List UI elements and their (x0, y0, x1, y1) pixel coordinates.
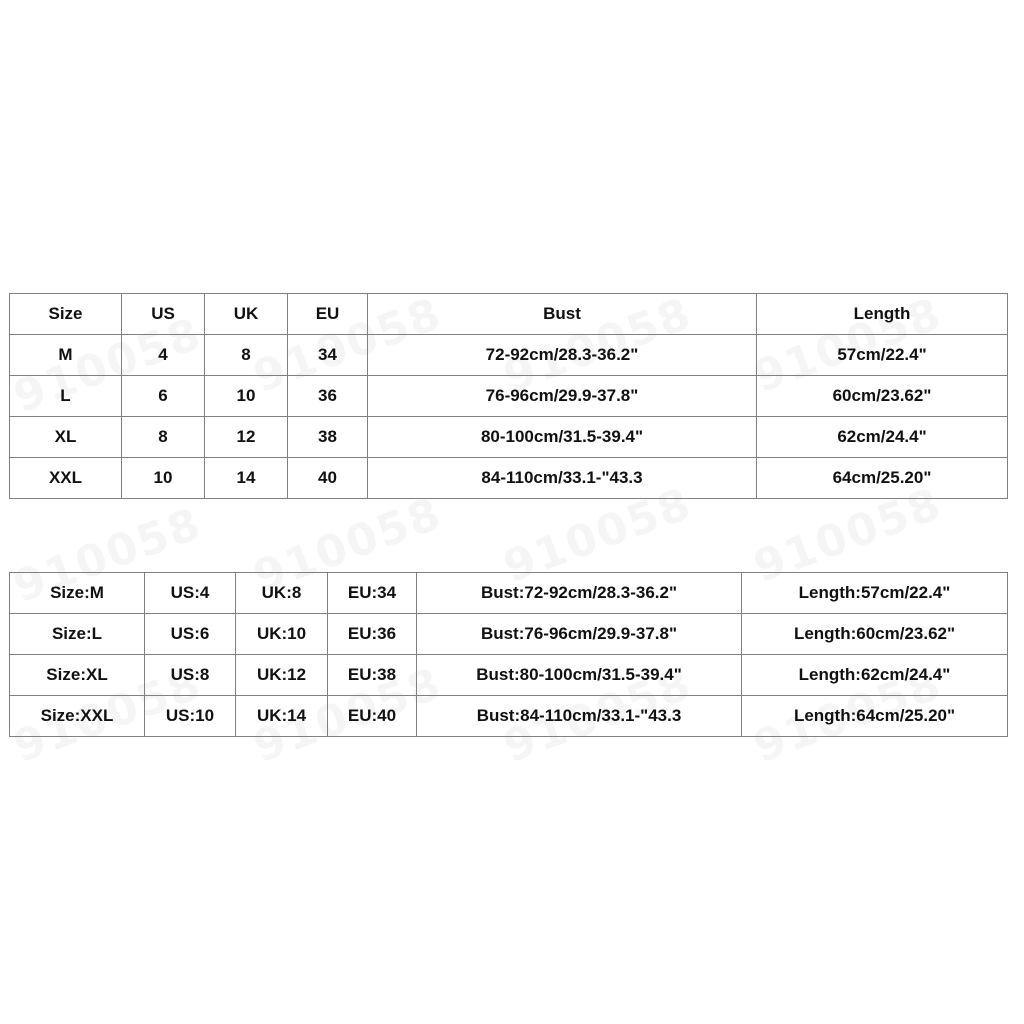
table-row (10, 655, 1008, 696)
table-cell: 84-110cm/33.1-"43.3 (368, 458, 757, 499)
table-cell: 6 (122, 376, 205, 417)
header-cell: EU (288, 294, 368, 335)
size-chart-labeled-table (9, 572, 1008, 737)
table-cell: UK:10 (236, 614, 328, 655)
table-cell: XL (10, 417, 122, 458)
table-cell: EU:34 (328, 573, 417, 614)
table-header-row (10, 294, 1008, 335)
table-cell: 64cm/25.20" (757, 458, 1008, 499)
table-cell: Length:57cm/22.4" (742, 573, 1008, 614)
header-cell: US (122, 294, 205, 335)
table-row (10, 335, 1008, 376)
table-row (10, 417, 1008, 458)
table-cell: 76-96cm/29.9-37.8" (368, 376, 757, 417)
table-cell: Size:L (10, 614, 145, 655)
table-cell: Bust:76-96cm/29.9-37.8" (417, 614, 742, 655)
table-cell: US:10 (145, 696, 236, 737)
table-cell: Size:XL (10, 655, 145, 696)
header-cell: Size (10, 294, 122, 335)
table-cell: 4 (122, 335, 205, 376)
table-cell: 80-100cm/31.5-39.4" (368, 417, 757, 458)
table-cell: Length:60cm/23.62" (742, 614, 1008, 655)
table-cell: 12 (205, 417, 288, 458)
table-cell: 60cm/23.62" (757, 376, 1008, 417)
table-cell: 10 (122, 458, 205, 499)
header-cell: Bust (368, 294, 757, 335)
table-cell: 36 (288, 376, 368, 417)
table-cell: EU:38 (328, 655, 417, 696)
table-cell: Bust:72-92cm/28.3-36.2" (417, 573, 742, 614)
header-cell: UK (205, 294, 288, 335)
table-cell: 14 (205, 458, 288, 499)
table-cell: UK:12 (236, 655, 328, 696)
table-cell: US:6 (145, 614, 236, 655)
table-row (10, 614, 1008, 655)
table-cell: Bust:84-110cm/33.1-"43.3 (417, 696, 742, 737)
table-cell: Size:XXL (10, 696, 145, 737)
table-cell: US:4 (145, 573, 236, 614)
table-cell: 57cm/22.4" (757, 335, 1008, 376)
table-cell: 8 (122, 417, 205, 458)
table-row (10, 458, 1008, 499)
table-cell: 34 (288, 335, 368, 376)
table-cell: 38 (288, 417, 368, 458)
table-cell: Length:62cm/24.4" (742, 655, 1008, 696)
table-cell: 40 (288, 458, 368, 499)
table-cell: XXL (10, 458, 122, 499)
table-cell: UK:8 (236, 573, 328, 614)
table-cell: EU:40 (328, 696, 417, 737)
table-cell: 62cm/24.4" (757, 417, 1008, 458)
table-row (10, 696, 1008, 737)
table-cell: UK:14 (236, 696, 328, 737)
table-cell: EU:36 (328, 614, 417, 655)
table-row (10, 573, 1008, 614)
table-cell: 72-92cm/28.3-36.2" (368, 335, 757, 376)
size-chart-table (9, 293, 1008, 499)
table-cell: 10 (205, 376, 288, 417)
table-cell: Length:64cm/25.20" (742, 696, 1008, 737)
header-cell: Length (757, 294, 1008, 335)
table-cell: Bust:80-100cm/31.5-39.4" (417, 655, 742, 696)
table-cell: Size:M (10, 573, 145, 614)
table-row (10, 376, 1008, 417)
table-cell: M (10, 335, 122, 376)
table-cell: L (10, 376, 122, 417)
table-cell: US:8 (145, 655, 236, 696)
table-cell: 8 (205, 335, 288, 376)
